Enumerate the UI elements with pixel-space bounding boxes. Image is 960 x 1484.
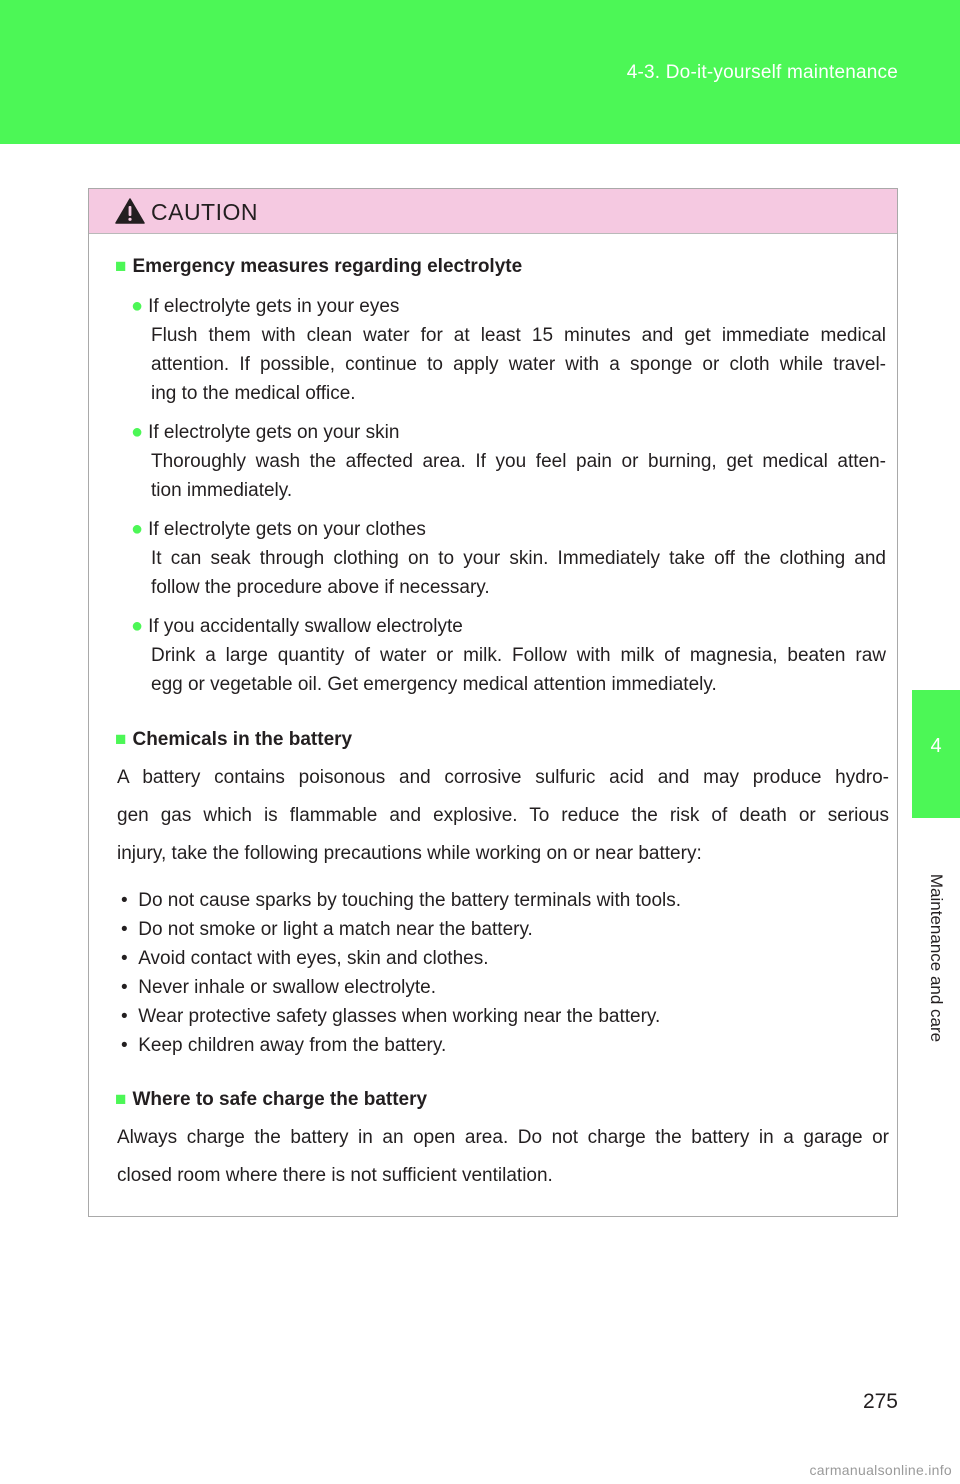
chapter-tab xyxy=(912,690,960,818)
watermark: carmanualsonline.info xyxy=(809,1462,952,1478)
square-bullet-icon: ■ xyxy=(115,729,127,750)
bullet-line: Flush them with clean water for at least 15 minutes and get immediate medical xyxy=(151,325,886,346)
section-heading-text: Chemicals in the battery xyxy=(132,729,353,750)
bullet-title-text: If electrolyte gets on your skin xyxy=(148,422,400,443)
section-heading xyxy=(115,1089,427,1111)
chapter-number: 4 xyxy=(930,735,942,757)
caution-title: CAUTION xyxy=(151,199,258,225)
section-title: 4-3. Do-it-yourself maintenance xyxy=(626,62,898,83)
paragraph-line: gen gas which is flammable and explosive. To reduce the risk of death or serious xyxy=(117,805,889,826)
section-heading-text: Where to safe charge the battery xyxy=(132,1089,428,1110)
list-item: • Keep children away from the battery. xyxy=(121,1035,447,1056)
page-number: 275 xyxy=(862,1390,898,1413)
section-heading-text: Emergency measures regarding electrolyte xyxy=(132,256,523,277)
bullet-line: ing to the medical office. xyxy=(151,383,356,404)
chapter-label: Maintenance and care xyxy=(927,873,946,1043)
bullet-title-text: If electrolyte gets in your eyes xyxy=(148,296,400,317)
bullet-line: Drink a large quantity of water or milk. Follow with milk of magnesia, beaten raw xyxy=(151,645,886,666)
section-heading xyxy=(115,256,522,278)
paragraph-line: A battery contains poisonous and corrosive sulfuric acid and may produce hydro- xyxy=(117,767,889,788)
bullet-line: egg or vegetable oil. Get emergency medical attention immediately. xyxy=(151,674,717,695)
bullet-line: tion immediately. xyxy=(151,480,293,501)
bullet-title xyxy=(131,615,463,638)
round-bullet-icon: ● xyxy=(131,518,144,540)
header-band xyxy=(0,0,960,144)
round-bullet-icon: ● xyxy=(131,421,144,443)
bullet-line: attention. If possible, continue to apply water with a sponge or cloth while travel- xyxy=(151,354,886,375)
square-bullet-icon: ■ xyxy=(115,1089,127,1110)
paragraph-line: injury, take the following precautions while working on or near battery: xyxy=(117,843,702,864)
section-heading xyxy=(115,729,352,751)
bullet-title xyxy=(131,518,426,541)
bullet-line: follow the procedure above if necessary. xyxy=(151,577,490,598)
round-bullet-icon: ● xyxy=(131,615,144,637)
caution-header xyxy=(89,189,897,234)
warning-triangle-icon xyxy=(115,198,145,224)
bullet-line: Thoroughly wash the affected area. If you feel pain or burning, get medical atten- xyxy=(151,451,886,472)
list-item: • Avoid contact with eyes, skin and clothes. xyxy=(121,948,489,969)
bullet-title xyxy=(131,295,399,318)
bullet-title-text: If electrolyte gets on your clothes xyxy=(148,519,426,540)
list-item: • Wear protective safety glasses when working near the battery. xyxy=(121,1006,661,1027)
list-item: • Never inhale or swallow electrolyte. xyxy=(121,977,437,998)
square-bullet-icon: ■ xyxy=(115,256,127,277)
bullet-title-text: If you accidentally swallow electrolyte xyxy=(148,616,463,637)
caution-box xyxy=(88,188,898,1217)
paragraph-line: Always charge the battery in an open area. Do not charge the battery in a garage or xyxy=(117,1127,889,1148)
paragraph-line: closed room where there is not sufficient ventilation. xyxy=(117,1165,553,1186)
bullet-line: It can seak through clothing on to your skin. Immediately take off the clothing and xyxy=(151,548,886,569)
bullet-title xyxy=(131,421,399,444)
list-item: • Do not smoke or light a match near the battery. xyxy=(121,919,533,940)
round-bullet-icon: ● xyxy=(131,295,144,317)
list-item: • Do not cause sparks by touching the battery terminals with tools. xyxy=(121,890,682,911)
